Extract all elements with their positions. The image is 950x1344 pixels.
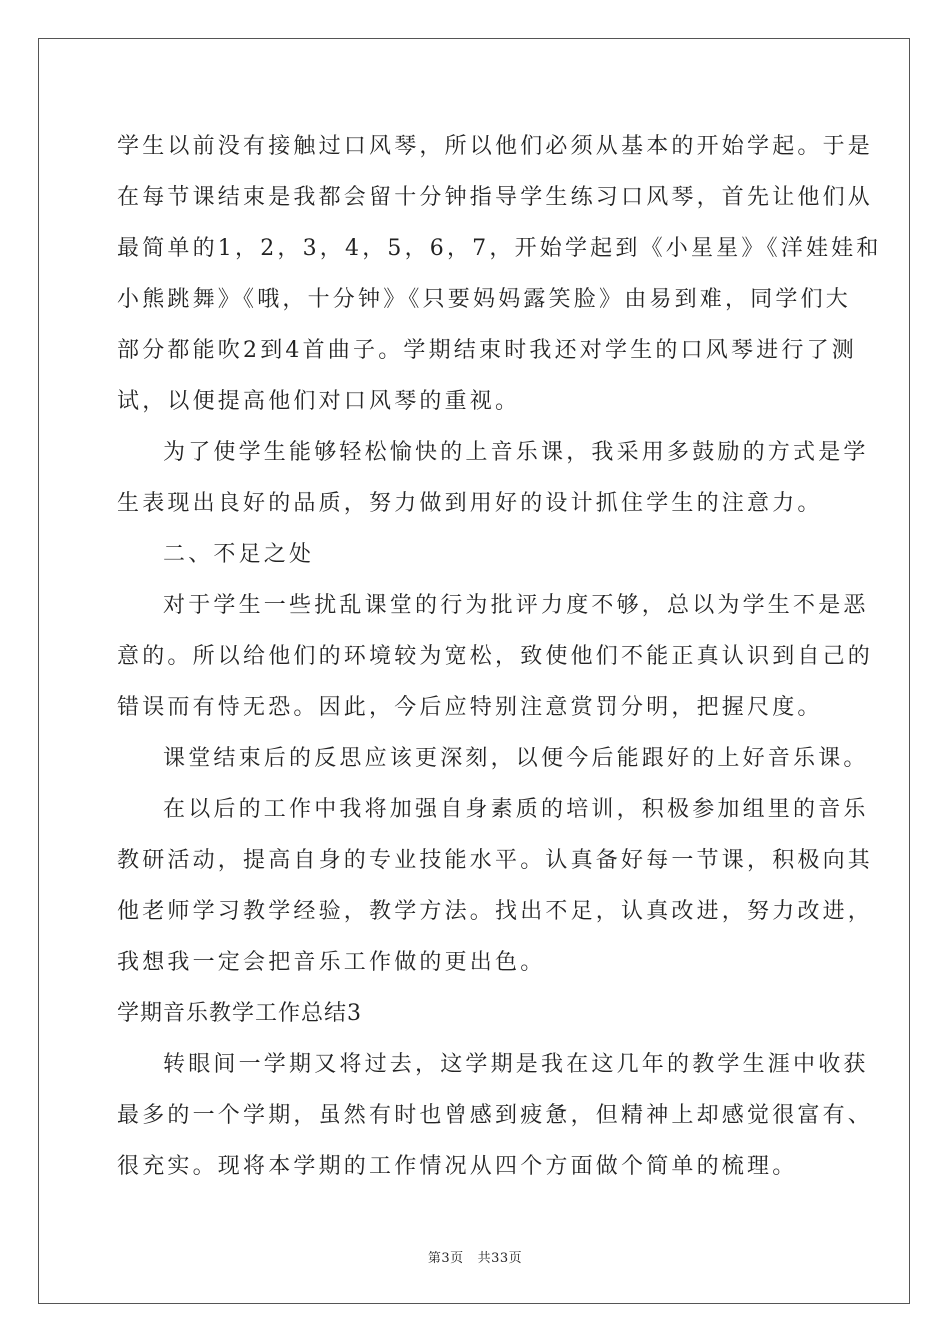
text-line: 错误而有恃无恐。因此，今后应特别注意赏罚分明，把握尺度。: [117, 695, 823, 720]
document-subtitle: 学期音乐教学工作总结3: [117, 1001, 362, 1026]
text-line: 我想我一定会把音乐工作做的更出色。: [117, 950, 546, 975]
text-line: 转眼间一学期又将过去，这学期是我在这几年的教学生涯中收获: [163, 1052, 869, 1077]
page-footer: [0, 1247, 950, 1266]
text-line: 在每节课结束是我都会留十分钟指导学生练习口风琴，首先让他们从: [117, 185, 874, 210]
text-line: 在以后的工作中我将加强自身素质的培训，积极参加组里的音乐: [163, 797, 869, 822]
text-line: 小熊跳舞》《哦，十分钟》《只要妈妈露笑脸》由易到难，同学们大: [117, 287, 852, 312]
text-line: 对于学生一些扰乱课堂的行为批评力度不够，总以为学生不是恶: [163, 593, 869, 618]
text-line: 意的。所以给他们的环境较为宽松，致使他们不能正真认识到自己的: [117, 644, 874, 669]
text-line: 生表现出良好的品质，努力做到用好的设计抓住学生的注意力。: [117, 491, 823, 516]
section-heading: 二、不足之处: [163, 542, 315, 567]
text-line: 为了使学生能够轻松愉快的上音乐课，我采用多鼓励的方式是学: [163, 440, 869, 465]
text-line: 最简单的1，2，3，4，5，6，7，开始学起到《小星星》《洋娃娃和: [117, 236, 882, 261]
text-line: 部分都能吹2到4首曲子。学期结束时我还对学生的口风琴进行了测: [117, 338, 857, 363]
text-line: 教研活动，提高自身的专业技能水平。认真备好每一节课，积极向其: [117, 848, 874, 873]
text-line: 最多的一个学期，虽然有时也曾感到疲惫，但精神上却感觉很富有、: [117, 1103, 874, 1128]
text-line: 试，以便提高他们对口风琴的重视。: [117, 389, 521, 414]
text-line: 学生以前没有接触过口风琴，所以他们必须从基本的开始学起。于是: [117, 134, 874, 159]
text-line: 他老师学习教学经验，教学方法。找出不足，认真改进，努力改进，: [117, 899, 874, 924]
text-line: 课堂结束后的反思应该更深刻，以便今后能跟好的上好音乐课。: [163, 746, 869, 771]
text-line: 很充实。现将本学期的工作情况从四个方面做个简单的梳理。: [117, 1154, 798, 1179]
page-number: 第3页: [427, 1251, 464, 1266]
page-total: 共33页: [477, 1251, 523, 1266]
